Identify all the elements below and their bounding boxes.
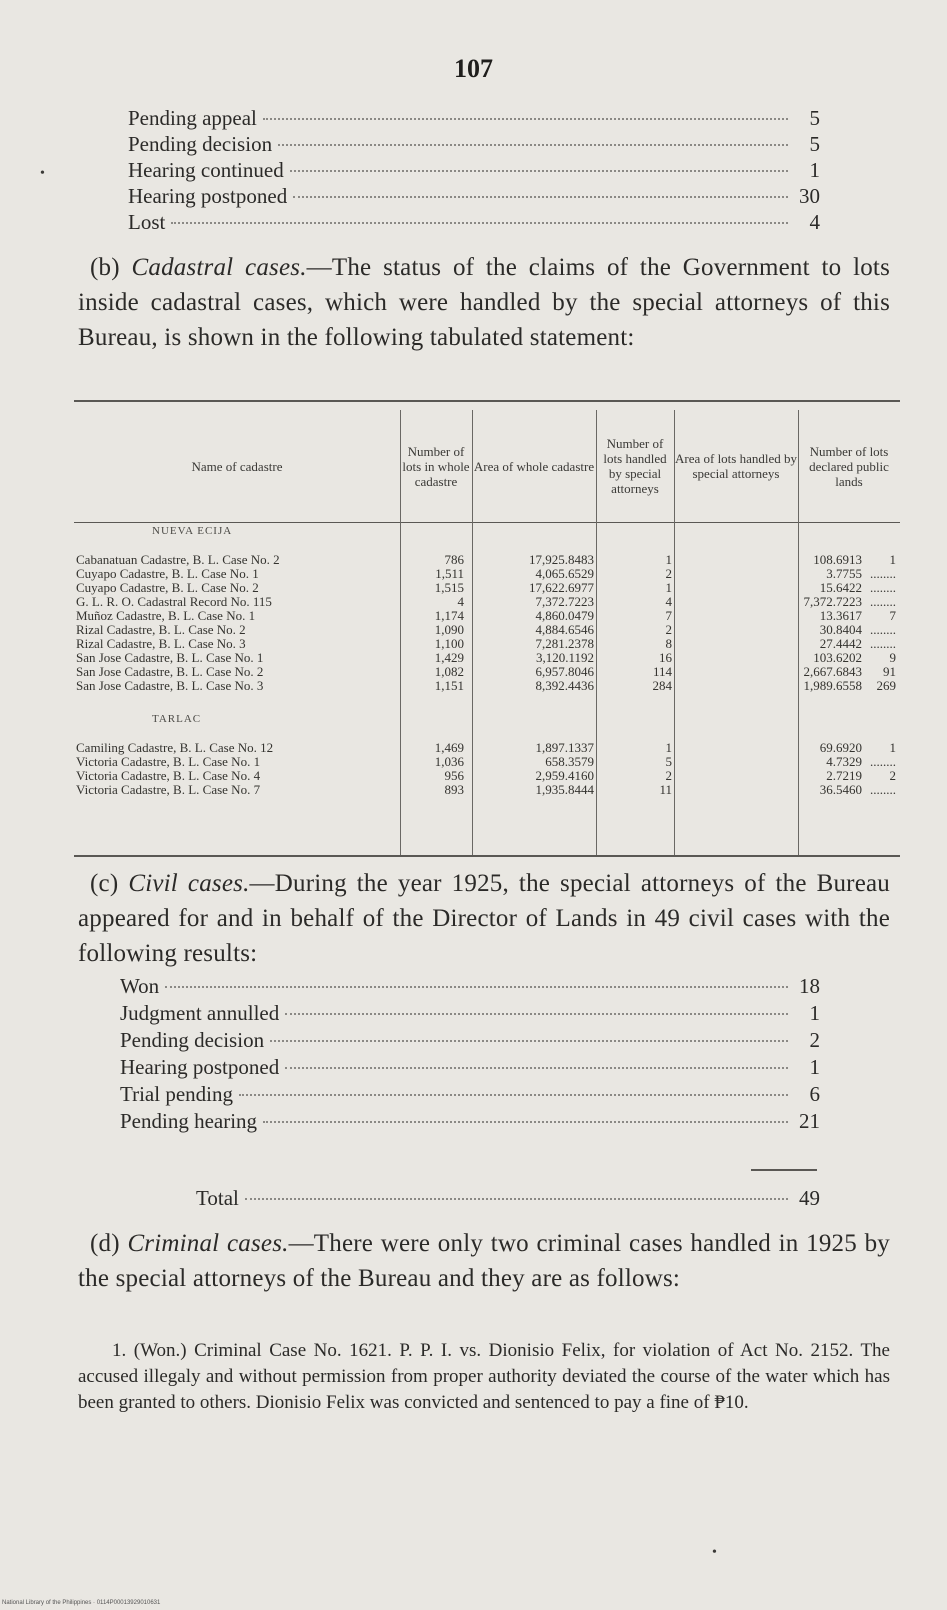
table-row: Victoria Cadastre, B. L. Case No. 7 893 1,935.8444 11 36.5460 ........ bbox=[76, 782, 896, 797]
group-label-tarlac: TARLAC bbox=[152, 713, 202, 725]
cadastral-paragraph: (b) Cadastral cases.—The status of the claims of the Government to lots inside cadastral cases, which were handled by the special attorneys of this Bureau, is shown in the following tabulated statement: bbox=[78, 254, 891, 351]
table-row: Victoria Cadastre, B. L. Case No. 1 1,036 658.3579 5 4.7329 ........ bbox=[76, 754, 896, 769]
table-row: Muñoz Cadastre, B. L. Case No. 1 1,174 4,860.0479 7 13.3617 7 bbox=[76, 608, 896, 623]
table-row: Cuyapo Cadastre, B. L. Case No. 2 1,515 17,622.6977 1 15.6422 ........ bbox=[76, 580, 896, 595]
header-area-handled: Area of lots handled by special attorneys bbox=[674, 451, 798, 481]
list-item: Pending decision 5 bbox=[128, 132, 820, 156]
header-lots-handled: Number of lots handled by special attorneys bbox=[603, 436, 667, 496]
list-item: Won 18 bbox=[120, 974, 820, 998]
table-row: Cabanatuan Cadastre, B. L. Case No. 2 786 17,925.8483 1 108.6913 1 bbox=[76, 552, 896, 567]
table-row: Rizal Cadastre, B. L. Case No. 2 1,090 4,884.6546 2 30.8404 ........ bbox=[76, 622, 896, 637]
table-bottom-rule bbox=[74, 855, 900, 857]
header-name: Name of cadastre bbox=[191, 458, 283, 474]
list-item: Hearing continued 1 bbox=[128, 158, 820, 182]
list-item: Judgment annulled 1 bbox=[120, 1001, 820, 1025]
footer-note: National Library of the Philippines · 0114P00013929010631 bbox=[2, 1600, 161, 1606]
table-row: G. L. R. O. Cadastral Record No. 115 4 7,372.7223 4 7,372.7223 ........ bbox=[76, 594, 896, 609]
civil-total bbox=[196, 1186, 820, 1213]
list-item: Total 49 bbox=[196, 1186, 820, 1210]
list-item: Pending appeal 5 bbox=[128, 106, 820, 130]
total-rule bbox=[751, 1169, 817, 1171]
table-top-rule bbox=[74, 400, 900, 402]
list-item: Pending decision 2 bbox=[120, 1028, 820, 1052]
criminal-case-1: 1. (Won.) Criminal Case No. 1621. P. P. I. vs. Dionisio Felix, for violation of Act No. 2152. The accused illegaly and without permission from proper authority deviated the course of the water which has been granted to others. Dionisio Felix was convicted and sentenced to pay a fine of ₱10. bbox=[78, 1340, 890, 1413]
criminal-paragraph: (d) Criminal cases.—There were only two criminal cases handled in 1925 by the special attorneys of the Bureau and they are as follows: bbox=[78, 1230, 891, 1292]
table-row: San Jose Cadastre, B. L. Case No. 1 1,429 3,120.1192 16 103.6202 9 bbox=[76, 650, 896, 665]
table-header bbox=[74, 410, 900, 523]
group-label-nueva-ecija: NUEVA ECIJA bbox=[152, 525, 233, 537]
list-item: Hearing postponed 1 bbox=[120, 1055, 820, 1079]
margin-mark: • bbox=[712, 1545, 717, 1560]
civil-paragraph: (c) Civil cases.—During the year 1925, the special attorneys of the Bureau appeared for and in behalf of the Director of Lands in 49 civil cases with the following results: bbox=[78, 870, 890, 967]
table-row: Cuyapo Cadastre, B. L. Case No. 1 1,511 4,065.6529 2 3.7755 ........ bbox=[76, 566, 896, 581]
header-lots-whole: Number of lots in whole cadastre bbox=[402, 443, 470, 489]
page-number: 107 bbox=[454, 54, 493, 83]
list-item: Pending hearing 21 bbox=[120, 1109, 820, 1133]
table-row: San Jose Cadastre, B. L. Case No. 3 1,151 8,392.4436 284 1,989.6558 269 bbox=[76, 678, 896, 693]
table-row: San Jose Cadastre, B. L. Case No. 2 1,082 6,957.8046 114 2,667.6843 91 bbox=[76, 664, 896, 679]
table-row: Victoria Cadastre, B. L. Case No. 4 956 2,959.4160 2 2.7219 2 bbox=[76, 768, 896, 783]
table-row: Camiling Cadastre, B. L. Case No. 12 1,469 1,897.1337 1 69.6920 1 bbox=[76, 740, 896, 755]
header-area-whole: Area of whole cadastre bbox=[473, 458, 595, 474]
list-item: Lost 4 bbox=[128, 210, 820, 234]
table-row: Rizal Cadastre, B. L. Case No. 3 1,100 7,281.2378 8 27.4442 ........ bbox=[76, 636, 896, 651]
list-item: Hearing postponed 30 bbox=[128, 184, 820, 208]
header-public-lands: Number of lots declared public lands bbox=[809, 443, 889, 489]
list-item: Trial pending 6 bbox=[120, 1082, 820, 1106]
appeal-status-list bbox=[128, 106, 820, 236]
margin-mark: • bbox=[40, 166, 45, 181]
civil-results-list bbox=[120, 974, 820, 1136]
